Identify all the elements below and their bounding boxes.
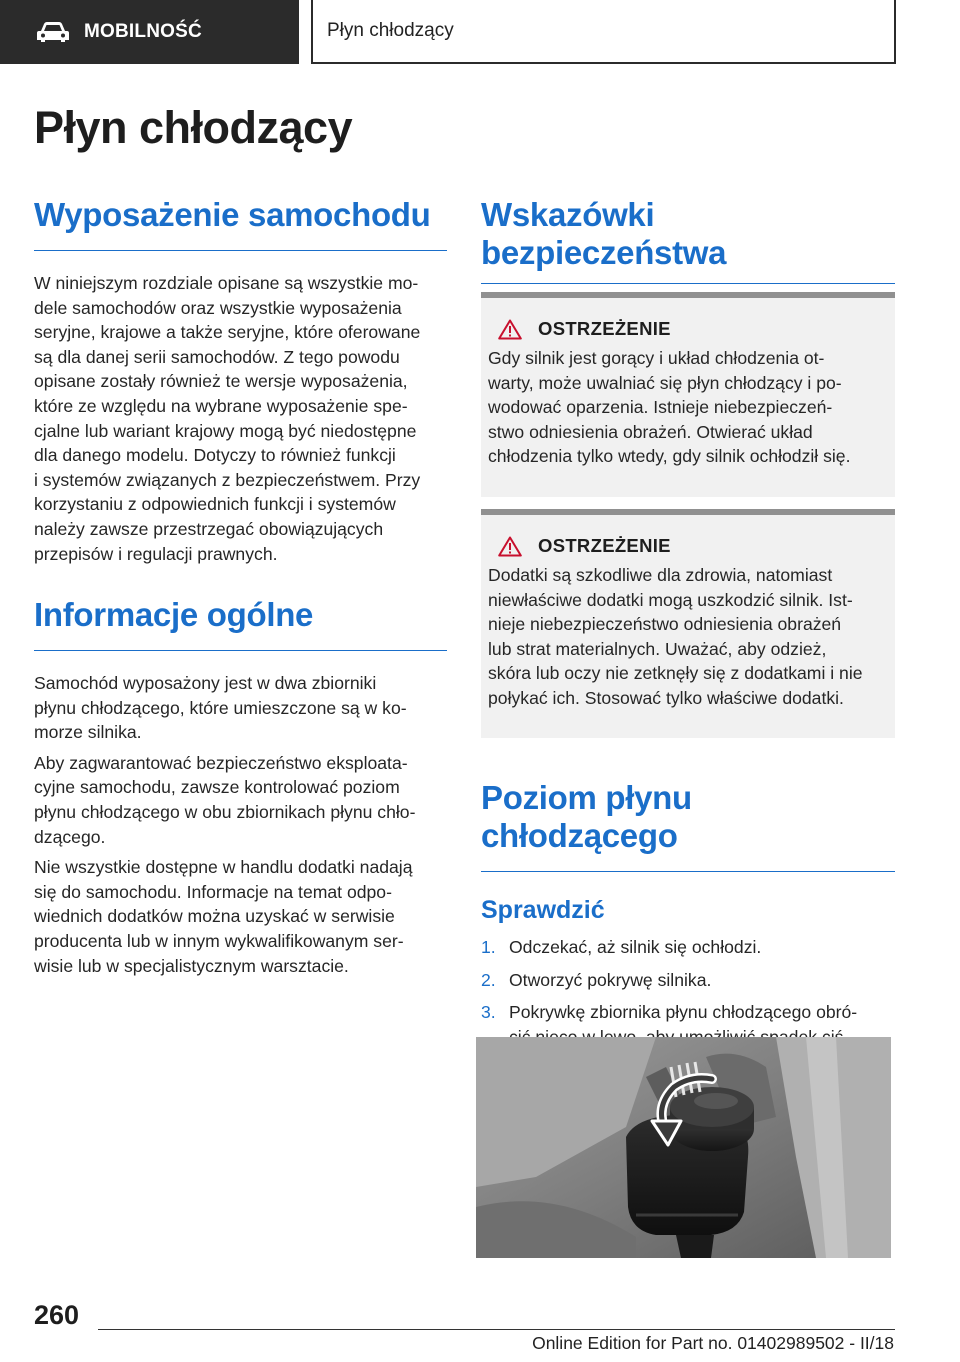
warning-box bbox=[481, 509, 895, 738]
coolant-reservoir-illustration bbox=[476, 1037, 891, 1258]
heading-rule bbox=[34, 650, 447, 651]
warning-text: Gdy silnik jest gorący i układ chłodzenia ot‐ warty, może uwalniać się płyn chłodzący i po‐ wodować oparzenia. Istnieje niebezpieczeń‐ stwo odniesienia obrażeń. Otwierać układ chłodzenia tylko wtedy, gdy silnik ochłodził się. bbox=[488, 348, 851, 467]
paragraph-general-3: Nie wszystkie dostępne w handlu dodatki nadają się do samochodu. Informacje na temat odpo‐ wiednich dodatków można uzyskać w serwisie producenta lub w innym wykwalifikowanym ser‐ wisie lub w specjalistycznym warsztacie. bbox=[34, 857, 413, 976]
header-topic bbox=[311, 0, 896, 64]
car-icon bbox=[36, 21, 70, 43]
list-item: 1. Odczekać, aż silnik się ochłodzi. bbox=[481, 937, 762, 957]
footer-rule bbox=[98, 1329, 895, 1330]
header-section-label: MOBILNOŚĆ bbox=[84, 21, 202, 42]
page-title: Płyn chłodzący bbox=[34, 102, 353, 153]
heading-general: Informacje ogólne bbox=[34, 596, 314, 633]
warning-text: Dodatki są szkodliwe dla zdrowia, natomiast niewłaściwe dodatki mogą uszkodzić silnik. Ist‐ nieje niebezpieczeństwo odniesienia obrażeń lub strat materialnych. Uważać, aby odzież, skóra lub oczy nie zetknęły się z dodatkami i nie połykać ich. Stosować tylko właściwe dodatki. bbox=[488, 565, 863, 708]
warning-label: OSTRZEŻENIE bbox=[538, 535, 671, 556]
section-equipment bbox=[34, 196, 447, 566]
warning-label: OSTRZEŻENIE bbox=[538, 318, 671, 339]
heading-coolant-level: Poziom płynu chłodzącego bbox=[481, 779, 692, 854]
warning-triangle-icon bbox=[498, 319, 522, 340]
section-safety bbox=[481, 196, 895, 284]
heading-check: Sprawdzić bbox=[481, 896, 605, 924]
page-number: 260 bbox=[34, 1300, 80, 1330]
list-item: 2. Otworzyć pokrywę silnika. bbox=[481, 969, 712, 990]
warning-box bbox=[481, 292, 895, 497]
paragraph-equipment: W niniejszym rozdziale opisane są wszystkie mo‐ dele samochodów oraz wszystkie wyposażenia seryjne, krajowe a także seryjne, które oferowane są dla danej serii samochodów. Z tego powodu opisane zostały również te wersje wyposażenia, które ze względu na wybrane wyposażenie spe‐ cjalne lub wariant krajowy mogą być niedostępne dla danego modelu. Dotyczy to również funkcji i systemów związanych z bezpieczeństwem. Przy korzystaniu z odpowiednich funkcji i systemów należy zawsze przestrzegać obowiązujących przepisów i regulacji prawnych. bbox=[34, 273, 421, 564]
warning-triangle-icon bbox=[498, 536, 522, 557]
list-item: 3. Pokrywkę zbiornika płynu chłodzącego obró‐ bbox=[481, 1002, 858, 1023]
footer-edition: Online Edition for Part no. 01402989502 - II/18 bbox=[532, 1333, 894, 1353]
heading-rule bbox=[34, 250, 447, 251]
heading-rule bbox=[481, 871, 895, 872]
coolant-reservoir-photo bbox=[476, 1037, 891, 1258]
paragraph-general-1: Samochód wyposażony jest w dwa zbiorniki płynu chłodzącego, które umieszczone są w ko‐ morze silnika. bbox=[34, 673, 407, 743]
paragraph-general-2: Aby zagwarantować bezpieczeństwo eksploata‐ cyjne samochodu, zawsze kontrolować poziom płynu chłodzącego w obu zbiornikach płynu chło‐ dzącego. bbox=[34, 752, 416, 847]
heading-rule bbox=[481, 283, 895, 284]
section-general bbox=[34, 596, 447, 978]
header-topic-label: Płyn chłodzący bbox=[327, 20, 454, 41]
heading-equipment: Wyposażenie samochodu bbox=[34, 196, 431, 233]
heading-safety: Wskazówki bezpieczeństwa bbox=[481, 196, 727, 271]
header-section-tab[interactable] bbox=[0, 0, 299, 64]
